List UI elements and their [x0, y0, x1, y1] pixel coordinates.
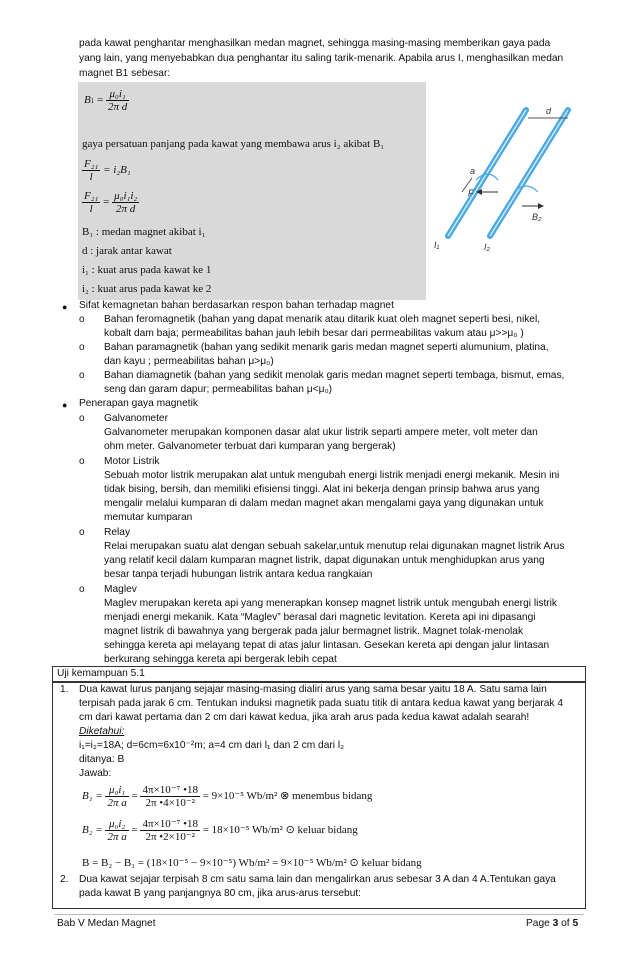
f-denominator: l [89, 171, 93, 183]
feromagnetik-line-1: Bahan feromagnetik (bahan yang dapat menarik atau ditarik kuat oleh magnet seperti besi, nikel, [104, 314, 541, 325]
b1-symbol: B [84, 94, 91, 107]
q2-line-1: Dua kawat sejajar terpisah 8 cm satu sama lain dan mengalirkan arus sebesar 3 A dan 4 A.Tentukan gaya [79, 874, 556, 885]
q1-line-2: terpisah pada jarak 6 cm. Tentukan induksi magnetik pada suatu titik di antara kedua kawat yang berjarak 4 [79, 698, 564, 709]
b1-denominator: 2π d [107, 101, 128, 113]
motor-line-4: memutar kumparan [104, 512, 193, 523]
footer-page [526, 918, 578, 930]
galvanometer-line-2: ohm meter. Galvanometer terbuat dari kumparan yang bergerak) [104, 441, 396, 452]
circle-bullet-icon: o [79, 456, 85, 467]
wire-2-highlight [490, 110, 568, 236]
field-arrowhead [538, 203, 544, 209]
footer-page-total: 5 [572, 918, 579, 929]
q2-line-2: pada kawat B yang panjangnya 80 cm, jika arus-arus tersebut: [79, 888, 362, 899]
maglev-title: Maglev [104, 584, 137, 595]
bullet-sifat-title: Sifat kemagnetan bahan berdasarkan respon bahan terhadap magnet [79, 300, 394, 311]
f2-numerator: F₂₁ [84, 190, 99, 202]
motor-line-1: Sebuah motor listrik merupakan alat untuk mengubah energi listrik menjadi energi mekanik. Mesin ini [104, 470, 560, 481]
eq2-frac1-num: μ₀i₂ [105, 818, 128, 831]
label-field: B₂ [532, 212, 542, 222]
q2-number: 2. [60, 874, 69, 885]
label-i1: I₁ [434, 240, 440, 250]
force-formula-2: $\frac{\text{F₂₁}}{l}$ = $\frac{\text{μ₀i₁i₂}}{\text{2π d}}$ [84, 190, 138, 215]
eq1-frac2-den: 2π •4×10⁻² [145, 797, 195, 809]
q1-ditanya: ditanya: B [79, 754, 125, 765]
maglev-line-3: magnet listrik di bawahnya yang bergerak pada jalur bermagnet listrik. Magnet tolak-menolak [104, 626, 524, 637]
equation-b1: B₁ = $\frac{\text{μ₀i₁}}{\text{2π a}}$ = $\frac{\text{4π×10⁻⁷ •18}}{\text{2π •4×10⁻²}}$ = 9×10⁻⁵ Wb/m² ⊗ menembus bidang [82, 784, 373, 809]
galvanometer-line-1: Galvanometer merupakan komponen dasar alat ukur listrik separti ampere meter, volt meter dan [104, 427, 538, 438]
eq2-lhs: B₂ = [82, 824, 103, 837]
bullet-dot-icon: ● [62, 400, 68, 410]
circle-bullet-icon: o [79, 413, 85, 424]
motor-title: Motor Listrik [104, 456, 160, 467]
circle-bullet-icon: o [79, 314, 85, 325]
relay-line-3: besar tanpa terjadi hubungan listrik antara kedua rangkaian [104, 569, 373, 580]
circle-bullet-icon: o [79, 584, 85, 595]
footer-page-of: of [558, 918, 573, 929]
circle-bullet-icon: o [79, 370, 85, 381]
footer-chapter: Bab V Medan Magnet [57, 918, 156, 929]
paramagnetik-line-2: dan kayu ; permeabilitas bahan μ>μ₀) [104, 356, 274, 367]
f2-rhs-denominator: 2π d [116, 203, 136, 215]
bullet-dot-icon: ● [62, 302, 68, 312]
label-i2: I₂ [484, 242, 490, 252]
formula-box [78, 82, 426, 300]
label-d: d [546, 106, 552, 116]
motor-line-2: tidak bising, bersih, dan memiliki efisiensi tinggi. Alat ini bekerja dengan prinsip bahwa arus yang [104, 484, 540, 495]
definition-d: d : jarak antar kawat [82, 245, 172, 257]
definition-b1: B₁ : medan magnet akibat i₁ [82, 226, 206, 238]
circle-bullet-icon: o [79, 342, 85, 353]
galvanometer-title: Galvanometer [104, 413, 168, 424]
wire-1-highlight [448, 110, 526, 236]
relay-line-2: yang relatif kecil dalam kumparan magnet listrik, dapat digunakan untuk menghidupkan arus yang [104, 555, 545, 566]
footer-page-number: 3 [552, 918, 559, 929]
intro-line-1: pada kawat penghantar menghasilkan medan magnet, sehingga masing-masing memberikan gaya pada [79, 38, 551, 49]
label-a: a [470, 166, 476, 176]
maglev-line-4: sehingga kereta api melayang tepat di atas jalur lintasan. Gesekan kereta api dengan jalur lintasan [104, 640, 550, 651]
uji-title: Uji kemampuan 5.1 [57, 668, 145, 679]
equation-b2: B₂ = $\frac{\text{μ₀i₂}}{\text{2π a}}$ = $\frac{\text{4π×10⁻⁷ •18}}{\text{2π •2×10⁻²}}$ = 18×10⁻⁵ Wb/m² ⊙ keluar bidang [82, 818, 358, 843]
eq2-frac2-den: 2π •2×10⁻² [145, 831, 195, 843]
label-force: F [468, 188, 474, 198]
intro-line-3: magnet B1 sebesar: [79, 68, 171, 79]
parallel-wires-figure [428, 88, 600, 256]
f2-denominator: l [89, 203, 93, 215]
eq1-frac1-num: μ₀i₁ [105, 784, 128, 797]
q1-line-1: Dua kawat lurus panjang sejajar masing-masing dialiri arus yang sama besar yaitu 18 A. Satu sama lain [79, 684, 547, 695]
q1-number: 1. [60, 684, 69, 695]
maglev-line-1: Maglev merupakan kereta api yang menerapkan konsep magnet listrik untuk mengubah energi listrik [104, 598, 558, 609]
gaya-line: gaya persatuan panjang pada kawat yang membawa arus i₂ akibat B₁ [82, 138, 385, 150]
diamagnetik-line-1: Bahan diamagnetik (bahan yang sedikit menolak garis medan magnet seperti tembaga, bismut, emas, [104, 370, 565, 381]
eq1-frac2-num: 4π×10⁻⁷ •18 [142, 784, 198, 796]
q1-diketahui: Diketahui: [79, 726, 125, 737]
footer-page-prefix: Page [526, 918, 553, 929]
b1-formula: B1 = $\frac{\text{μ₀i₁}}{\text{2π d}}$ [84, 88, 128, 113]
feromagnetik-line-2: kobalt dam baja; permeabilitas bahan jauh lebih besar dari permeabilitas vakum atau μ>>μ₀ ) [104, 328, 524, 339]
eq1-rhs: = 9×10⁻⁵ Wb/m² ⊗ menembus bidang [202, 790, 373, 803]
f2-rhs-numerator: μ₀i₁i₂ [114, 190, 138, 202]
motor-line-3: mengalir melalui kumparan di dalam medan magnet akan mengalami gaya yang digunakan untuk [104, 498, 544, 509]
diamagnetik-line-2: seng dan garam dapur; permeabilitas bahan μ<μ₀) [104, 384, 333, 395]
b1-numerator: μ₀i₁ [106, 88, 129, 101]
eq2-rhs: = 18×10⁻⁵ Wb/m² ⊙ keluar bidang [202, 824, 358, 837]
equation-b-total: B = B₂ − B₁ = (18×10⁻⁵ − 9×10⁻⁵) Wb/m² = 9×10⁻⁵ Wb/m² ⊙ keluar bidang [82, 857, 422, 869]
paramagnetik-line-1: Bahan paramagnetik (bahan yang sedikit menarik garis medan magnet seperti alumunium, platina, [104, 342, 549, 353]
f-rhs-1: = i₂B₁ [103, 164, 131, 177]
relay-title: Relay [104, 527, 131, 538]
relay-line-1: Relai merupakan suatu alat dengan sebuah sakelar,untuk menutup relai digunakan magnet listrik Arus [104, 541, 565, 552]
eq2-frac2-num: 4π×10⁻⁷ •18 [142, 818, 198, 830]
definition-i2: i₂ : kuat arus pada kawat ke 2 [82, 283, 212, 295]
f-numerator: F₂₁ [84, 158, 99, 170]
definition-i1: i₁ : kuat arus pada kawat ke 1 [82, 264, 212, 276]
maglev-line-2: menjadi energi mekanik. Kata “Maglev” berasal dari magnetic levitation. Kereta api ini dipasangi [104, 612, 536, 623]
q1-jawab: Jawab: [79, 768, 112, 779]
intro-line-2: yang lain, yang menyebabkan dua penghantar itu saling tarik-menarik. Apabila arus I, menghasilkan medan [79, 53, 564, 64]
footer-divider [54, 914, 584, 915]
eq1-frac1-den: 2π a [107, 797, 127, 809]
eq1-lhs: B₁ = [82, 790, 103, 803]
force-formula-1 [82, 158, 131, 183]
q1-given: i₁=i₂=18A; d=6cm=6x10⁻²m; a=4 cm dari l₁ dan 2 cm dari l₂ [79, 740, 345, 751]
bullet-penerapan-title: Penerapan gaya magnetik [79, 398, 198, 409]
maglev-line-5: berkurang sehingga kereta api bergerak lebih cepat [104, 654, 337, 665]
circle-bullet-icon: o [79, 527, 85, 538]
q1-line-3: cm dari kawat pertama dan 2 cm dari kawat kedua, jika arah arus pada kedua kawat adalah searah! [79, 712, 530, 723]
eq2-frac1-den: 2π a [107, 831, 127, 843]
